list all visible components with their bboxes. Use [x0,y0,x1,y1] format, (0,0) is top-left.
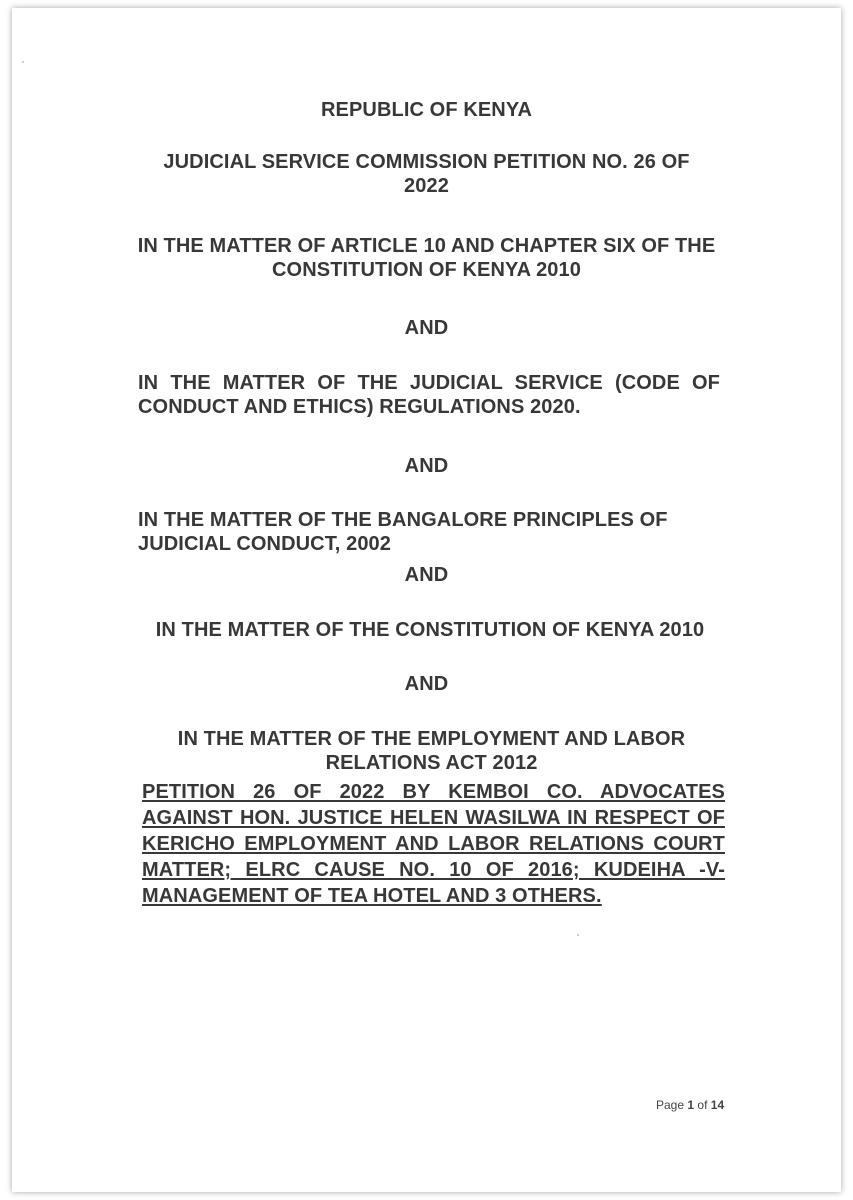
matter-judicial-service-regulations [138,371,720,419]
matter-article-10 [0,234,853,282]
and-separator: AND [404,564,449,586]
petition-line: MATTER; ELRC CAUSE NO. 10 OF 2016; KUDEIHA -V- [142,859,725,881]
scan-speck [577,934,579,936]
matter-line: IN THE MATTER OF THE EMPLOYMENT AND LABOR [177,728,686,750]
page-of-label: of [697,1098,708,1112]
matter-line: RELATIONS ACT 2012 [325,752,538,774]
and-separator: AND [404,317,449,339]
page-total: 14 [710,1098,725,1112]
page-number [656,1098,724,1112]
petition-line: MANAGEMENT OF TEA HOTEL AND 3 OTHERS. [142,885,602,907]
petition-line: AGAINST HON. JUSTICE HELEN WASILWA IN RESPECT OF [142,807,725,829]
scan-speck [22,61,24,63]
matter-employment-labor-act [0,727,853,775]
document-heading: REPUBLIC OF KENYA [321,99,532,121]
matter-line: JUDICIAL CONDUCT, 2002 [138,533,392,555]
petition-title [0,150,853,198]
petition-title-line: 2022 [404,175,449,197]
petition-title-line: JUDICIAL SERVICE COMMISSION PETITION NO. 26 OF [163,151,690,173]
petition-line: PETITION 26 OF 2022 BY KEMBOI CO. ADVOCATES [142,781,725,803]
and-separator: AND [404,673,449,695]
matter-line: IN THE MATTER OF ARTICLE 10 AND CHAPTER SIX OF THE [137,235,716,257]
matter-line: CONSTITUTION OF KENYA 2010 [272,259,581,281]
matter-line: IN THE MATTER OF THE BANGALORE PRINCIPLES OF [138,509,668,531]
and-separator: AND [404,455,449,477]
page-label: Page [656,1098,685,1112]
matter-line: IN THE MATTER OF THE JUDICIAL SERVICE (CODE OF [138,372,720,394]
page-current: 1 [687,1098,695,1112]
petition-statement [142,779,725,909]
matter-line: CONDUCT AND ETHICS) REGULATIONS 2020. [138,396,581,418]
petition-line: KERICHO EMPLOYMENT AND LABOR RELATIONS COURT [142,833,725,855]
matter-bangalore-principles [138,508,698,556]
matter-constitution: IN THE MATTER OF THE CONSTITUTION OF KENYA 2010 [155,619,705,641]
